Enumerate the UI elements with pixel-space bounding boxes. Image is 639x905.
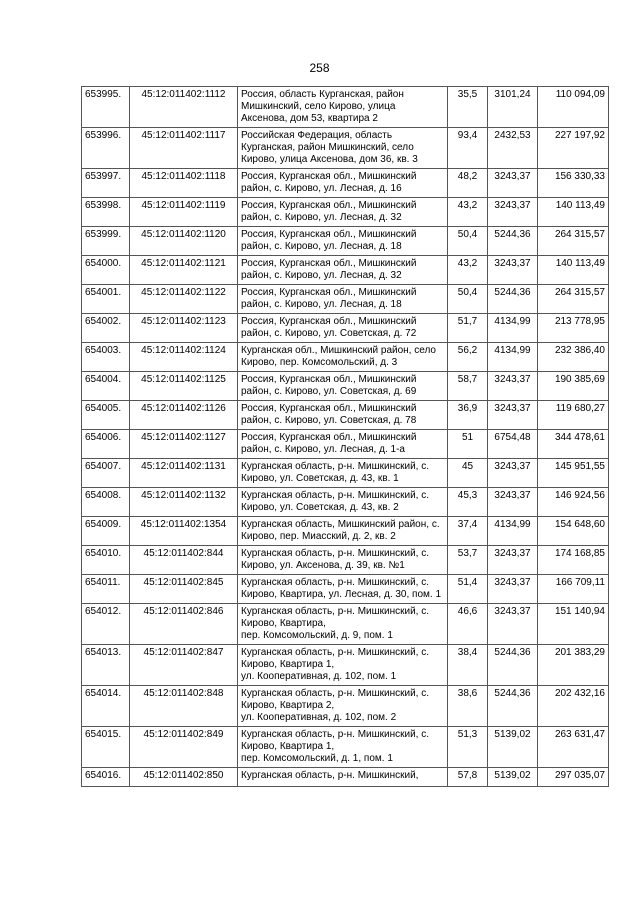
table-row — [82, 87, 609, 128]
area-value: 43,2 — [448, 256, 488, 285]
unit-price: 5139,02 — [488, 768, 538, 787]
table-row — [82, 575, 609, 604]
unit-price: 3243,37 — [488, 488, 538, 517]
cadastral-number: 45:12:011402:848 — [130, 686, 238, 727]
table-row — [82, 227, 609, 256]
row-number: 654009. — [82, 517, 130, 546]
unit-price: 3243,37 — [488, 401, 538, 430]
unit-price: 4134,99 — [488, 314, 538, 343]
table-row — [82, 314, 609, 343]
table-row — [82, 686, 609, 727]
row-number: 654011. — [82, 575, 130, 604]
total-value: 202 432,16 — [538, 686, 609, 727]
address: Россия, Курганская обл., Мишкинский район, с. Кирово, ул. Лесная, д. 32 — [238, 198, 448, 227]
address: Россия, Курганская обл., Мишкинский район, с. Кирово, ул. Советская, д. 69 — [238, 372, 448, 401]
row-number: 654002. — [82, 314, 130, 343]
table-body — [82, 87, 609, 787]
total-value: 263 631,47 — [538, 727, 609, 768]
total-value: 174 168,85 — [538, 546, 609, 575]
row-number: 654000. — [82, 256, 130, 285]
total-value: 156 330,33 — [538, 169, 609, 198]
row-number: 653998. — [82, 198, 130, 227]
unit-price: 4134,99 — [488, 343, 538, 372]
area-value: 36,9 — [448, 401, 488, 430]
cadastral-number: 45:12:011402:1119 — [130, 198, 238, 227]
address: Курганская область, р-н. Мишкинский, с. Кирово, ул. Советская, д. 43, кв. 1 — [238, 459, 448, 488]
total-value: 146 924,56 — [538, 488, 609, 517]
table-row — [82, 401, 609, 430]
page-number: 258 — [309, 61, 330, 75]
cadastral-number: 45:12:011402:846 — [130, 604, 238, 645]
area-value: 37,4 — [448, 517, 488, 546]
table-row — [82, 727, 609, 768]
address: Курганская область, р-н. Мишкинский, с. Кирово, Квартира 1, пер. Комсомольский, д. 1, пом. 1 — [238, 727, 448, 768]
address: Курганская область, р-н. Мишкинский, с. Кирово, Квартира 2, ул. Кооперативная, д. 102, пом. 2 — [238, 686, 448, 727]
cadastral-number: 45:12:011402:1117 — [130, 128, 238, 169]
cadastral-number: 45:12:011402:850 — [130, 768, 238, 787]
unit-price: 3243,37 — [488, 604, 538, 645]
row-number: 653997. — [82, 169, 130, 198]
table-row — [82, 517, 609, 546]
area-value: 48,2 — [448, 169, 488, 198]
area-value: 51 — [448, 430, 488, 459]
cadastral-number: 45:12:011402:1124 — [130, 343, 238, 372]
total-value: 344 478,61 — [538, 430, 609, 459]
address: Курганская обл., Мишкинский район, село Кирово, пер. Комсомольский, д. 3 — [238, 343, 448, 372]
total-value: 297 035,07 — [538, 768, 609, 787]
unit-price: 3243,37 — [488, 169, 538, 198]
address: Курганская область, Мишкинский район, с. Кирово, пер. Миасский, д. 2, кв. 2 — [238, 517, 448, 546]
address: Россия, область Курганская, район Мишкинский, село Кирово, улица Аксенова, дом 53, квартира 2 — [238, 87, 448, 128]
address: Курганская область, р-н. Мишкинский, с. Кирово, Квартира, ул. Лесная, д. 30, пом. 1 — [238, 575, 448, 604]
area-value: 53,7 — [448, 546, 488, 575]
area-value: 93,4 — [448, 128, 488, 169]
cadastral-number: 45:12:011402:1132 — [130, 488, 238, 517]
area-value: 56,2 — [448, 343, 488, 372]
total-value: 232 386,40 — [538, 343, 609, 372]
address: Российская Федерация, область Курганская, район Мишкинский, село Кирово, улица Аксенова, дом 36, кв. 3 — [238, 128, 448, 169]
total-value: 119 680,27 — [538, 401, 609, 430]
unit-price: 3243,37 — [488, 372, 538, 401]
row-number: 654016. — [82, 768, 130, 787]
unit-price: 3101,24 — [488, 87, 538, 128]
address: Россия, Курганская обл., Мишкинский район, с. Кирово, ул. Лесная, д. 32 — [238, 256, 448, 285]
address: Курганская область, р-н. Мишкинский, с. Кирово, ул. Аксенова, д. 39, кв. №1 — [238, 546, 448, 575]
address: Курганская область, р-н. Мишкинский, с. Кирово, Квартира 1, ул. Кооперативная, д. 102, пом. 1 — [238, 645, 448, 686]
cadastral-number: 45:12:011402:1112 — [130, 87, 238, 128]
unit-price: 5244,36 — [488, 285, 538, 314]
area-value: 43,2 — [448, 198, 488, 227]
area-value: 35,5 — [448, 87, 488, 128]
area-value: 46,6 — [448, 604, 488, 645]
area-value: 50,4 — [448, 285, 488, 314]
row-number: 654015. — [82, 727, 130, 768]
table-row — [82, 459, 609, 488]
row-number: 654014. — [82, 686, 130, 727]
table-row — [82, 488, 609, 517]
table-row — [82, 169, 609, 198]
total-value: 213 778,95 — [538, 314, 609, 343]
address: Россия, Курганская обл., Мишкинский район, с. Кирово, ул. Советская, д. 78 — [238, 401, 448, 430]
property-table — [81, 86, 609, 787]
table-row — [82, 343, 609, 372]
row-number: 653996. — [82, 128, 130, 169]
unit-price: 6754,48 — [488, 430, 538, 459]
table-row — [82, 546, 609, 575]
unit-price: 3243,37 — [488, 459, 538, 488]
unit-price: 3243,37 — [488, 575, 538, 604]
cadastral-number: 45:12:011402:1120 — [130, 227, 238, 256]
unit-price: 4134,99 — [488, 517, 538, 546]
cadastral-number: 45:12:011402:1123 — [130, 314, 238, 343]
area-value: 45,3 — [448, 488, 488, 517]
row-number: 653999. — [82, 227, 130, 256]
row-number: 654012. — [82, 604, 130, 645]
total-value: 140 113,49 — [538, 198, 609, 227]
cadastral-number: 45:12:011402:849 — [130, 727, 238, 768]
address: Курганская область, р-н. Мишкинский, — [238, 768, 448, 787]
area-value: 38,6 — [448, 686, 488, 727]
area-value: 51,4 — [448, 575, 488, 604]
row-number: 654004. — [82, 372, 130, 401]
total-value: 110 094,09 — [538, 87, 609, 128]
table-row — [82, 604, 609, 645]
area-value: 45 — [448, 459, 488, 488]
cadastral-number: 45:12:011402:1354 — [130, 517, 238, 546]
unit-price: 5244,36 — [488, 227, 538, 256]
area-value: 58,7 — [448, 372, 488, 401]
area-value: 50,4 — [448, 227, 488, 256]
area-value: 51,7 — [448, 314, 488, 343]
table-row — [82, 430, 609, 459]
total-value: 190 385,69 — [538, 372, 609, 401]
area-value: 57,8 — [448, 768, 488, 787]
cadastral-number: 45:12:011402:844 — [130, 546, 238, 575]
cadastral-number: 45:12:011402:1131 — [130, 459, 238, 488]
row-number: 654008. — [82, 488, 130, 517]
area-value: 51,3 — [448, 727, 488, 768]
unit-price: 3243,37 — [488, 256, 538, 285]
row-number: 654003. — [82, 343, 130, 372]
unit-price: 3243,37 — [488, 198, 538, 227]
cadastral-number: 45:12:011402:1121 — [130, 256, 238, 285]
row-number: 654010. — [82, 546, 130, 575]
total-value: 201 383,29 — [538, 645, 609, 686]
row-number: 654001. — [82, 285, 130, 314]
address: Россия, Курганская обл., Мишкинский район, с. Кирово, ул. Лесная, д. 1-а — [238, 430, 448, 459]
table-row — [82, 256, 609, 285]
cadastral-number: 45:12:011402:1126 — [130, 401, 238, 430]
address: Россия, Курганская обл., Мишкинский район, с. Кирово, ул. Лесная, д. 18 — [238, 227, 448, 256]
total-value: 264 315,57 — [538, 227, 609, 256]
unit-price: 5244,36 — [488, 645, 538, 686]
table-row — [82, 645, 609, 686]
table-row — [82, 285, 609, 314]
unit-price: 5244,36 — [488, 686, 538, 727]
cadastral-number: 45:12:011402:1122 — [130, 285, 238, 314]
row-number: 654007. — [82, 459, 130, 488]
unit-price: 5139,02 — [488, 727, 538, 768]
cadastral-number: 45:12:011402:847 — [130, 645, 238, 686]
total-value: 227 197,92 — [538, 128, 609, 169]
address: Россия, Курганская обл., Мишкинский район, с. Кирово, ул. Лесная, д. 18 — [238, 285, 448, 314]
row-number: 654006. — [82, 430, 130, 459]
total-value: 151 140,94 — [538, 604, 609, 645]
table-row — [82, 768, 609, 787]
cadastral-number: 45:12:011402:1125 — [130, 372, 238, 401]
cadastral-number: 45:12:011402:1127 — [130, 430, 238, 459]
address: Россия, Курганская обл., Мишкинский район, с. Кирово, ул. Лесная, д. 16 — [238, 169, 448, 198]
address: Курганская область, р-н. Мишкинский, с. Кирово, ул. Советская, д. 43, кв. 2 — [238, 488, 448, 517]
cadastral-number: 45:12:011402:1118 — [130, 169, 238, 198]
table-row — [82, 198, 609, 227]
table-row — [82, 372, 609, 401]
total-value: 140 113,49 — [538, 256, 609, 285]
unit-price: 2432,53 — [488, 128, 538, 169]
row-number: 653995. — [82, 87, 130, 128]
cadastral-number: 45:12:011402:845 — [130, 575, 238, 604]
total-value: 154 648,60 — [538, 517, 609, 546]
row-number: 654013. — [82, 645, 130, 686]
table-row — [82, 128, 609, 169]
row-number: 654005. — [82, 401, 130, 430]
total-value: 264 315,57 — [538, 285, 609, 314]
area-value: 38,4 — [448, 645, 488, 686]
address: Курганская область, р-н. Мишкинский, с. Кирово, Квартира, пер. Комсомольский, д. 9, пом. 1 — [238, 604, 448, 645]
address: Россия, Курганская обл., Мишкинский район, с. Кирово, ул. Советская, д. 72 — [238, 314, 448, 343]
total-value: 145 951,55 — [538, 459, 609, 488]
total-value: 166 709,11 — [538, 575, 609, 604]
unit-price: 3243,37 — [488, 546, 538, 575]
